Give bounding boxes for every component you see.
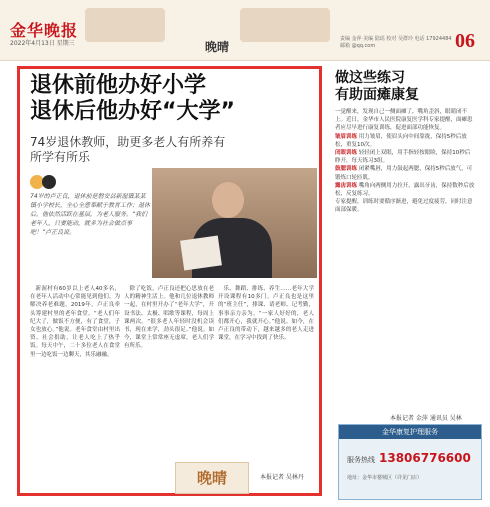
headline-line-1: 退休前他办好小学 [30,73,207,98]
ad-phone-number: 13806776600 [379,451,471,465]
sidebar-title-line-2: 有助面瘫康复 [335,87,419,103]
article-lead: 74岁的卢正良，退休前是磐安县新渥镇某某镇小学校长，全心全意奉献于教育工作；退休后，他依然活跃在基层，为老人服务。“我们老年人，只要能动，就多为社会做点事吧！”卢正良说。 [30,193,151,236]
ad-phone-label: 服务热线 [347,456,375,464]
masthead-logo: 金华晚报 [10,21,79,40]
sidebar-title-line-1: 做这些练习 [335,70,405,86]
section-name: 晚晴 [205,40,230,54]
ad-footer: 地址：金华市婺城区（详见门店） [347,475,423,481]
page-header [0,0,490,61]
ad-title: 金华康复护理服务 [339,425,481,439]
header-decoration [240,8,330,42]
sidebar-paragraph: 闭眼训练 轻轻闭上双眼，用手指轻按眼睑，保持10秒后睁开，每天练习3组。 [335,150,471,165]
article-headline [30,73,310,125]
article-byline: 本报记者 吴林丹 [260,474,304,481]
sidebar-byline: 本报记者 金萍 通讯员 吴林 [390,415,462,422]
sidebar-title [335,70,480,104]
advertisement [338,424,482,500]
article-photo [152,168,317,278]
headline-line-2: 退休后他办好“大学” [30,99,235,124]
sidebar-body [335,108,475,215]
sidebar-paragraph: 露齿训练 嘴角向两侧用力拉开，露出牙齿，保持数秒后放松，反复练习。 [335,182,475,198]
column-banner: 晚晴 [175,462,249,494]
sidebar-paragraph: 鼓腮训练 闭紧嘴唇，用力鼓起两腮，保持5秒后放气，可锻炼口轮匝肌。 [335,166,473,181]
quote-dots-icon [30,175,62,189]
article-column-2: 除了吃饭，卢正良还把心思放在老人的精神生活上。他和几位退休教师一起，在村里开办了“老年大学”，开设书法、太极、唱歌等课程，每周上课两次。“很多老人年轻时没机会读书，现在来学，劲头很足。”他说。如今，课堂上常常座无虚席，老人们学有所乐。 [124,286,214,350]
page-number: 06 [455,30,475,52]
article-column-1: 新渥村有60岁以上老人40多名，在老年人活动中心常能见到他们。为解决养老难题，2019年，卢正良牵头筹建村里的老年食堂。“老人们年纪大了，做饭不方便，有了食堂，子女也放心。”他说。老年食堂由村里出资、社会捐助，让老人吃上了热乎饭。每天中午，二十多位老人在食堂里一边吃饭一边聊天，其乐融融。 [30,286,120,358]
article-column-3: 乐、舞蹈、排练、养生……老年大学开设课程有10多门。卢正良也是这里的“班主任”，排课、请老师、记考勤，事事亲力亲为。“一家人好好的，老人们都开心，我就开心。”他说。如今，在卢正良的带动下，越来越多的老人走进课堂，在学习中找到了快乐。 [218,286,314,342]
sidebar-paragraph: 皱眉训练 用力皱眉，使眉头向中间靠拢，保持5秒后放松，重复10次。 [335,133,467,148]
editor-credits: 责编 金萍 美编 陆瑶 校对 吴群玲 电话 17924484 邮箱 @qq.com [340,36,452,49]
article-subhead: 74岁退休教师，助更多老人有所养有所学有所乐 [30,135,226,164]
issue-date: 2022年4月13日 星期三 [10,40,75,47]
sidebar-paragraph: 专家提醒，训练时要循序渐进，避免过度疲劳，同时注意面部保暖。 [335,199,473,214]
header-decoration [85,8,165,42]
sidebar-paragraph: 一觉醒来，发现自己一侧面瘫了，嘴角歪斜，眼睛闭不上。近日，金华市人民医院康复医学科专家提醒，面瘫患者应尽早进行康复训练，促进面部功能恢复。 [335,109,473,132]
